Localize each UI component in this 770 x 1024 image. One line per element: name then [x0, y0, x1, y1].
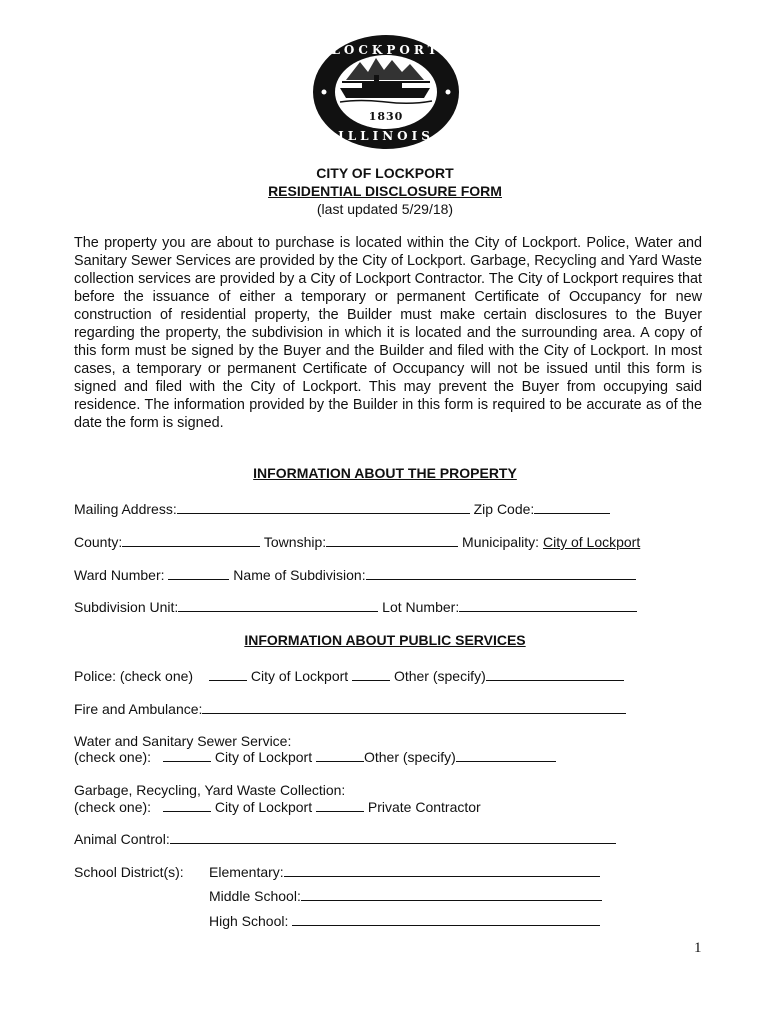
- water-label: Water and Sanitary Sewer Service:: [74, 733, 292, 749]
- county-field[interactable]: [122, 534, 260, 547]
- water-other-field[interactable]: [456, 749, 556, 762]
- animal-control-row: Animal Control:: [74, 831, 616, 847]
- animal-control-field[interactable]: [170, 831, 616, 844]
- garbage-private-checkbox[interactable]: [316, 799, 364, 812]
- water-row: (check one): City of Lockport Other (specify): [74, 749, 556, 765]
- high-school-row: High School:: [209, 913, 600, 929]
- township-field[interactable]: [326, 534, 458, 547]
- police-row: Police: (check one): [74, 668, 194, 684]
- svg-text:1830: 1830: [368, 110, 404, 123]
- garbage-city-checkbox[interactable]: [163, 799, 211, 812]
- fire-row: Fire and Ambulance:: [74, 701, 626, 717]
- middle-school-field[interactable]: [301, 888, 602, 901]
- lot-number-field[interactable]: [459, 599, 637, 612]
- elementary-row: Elementary:: [209, 864, 600, 880]
- ward-row: Ward Number: Name of Subdivision:: [74, 567, 636, 583]
- municipality-value: City of Lockport: [542, 534, 641, 550]
- elementary-field[interactable]: [284, 864, 600, 877]
- subdivision-name-field[interactable]: [366, 567, 636, 580]
- form-title: RESIDENTIAL DISCLOSURE FORM: [268, 183, 502, 199]
- intro-paragraph: The property you are about to purchase is located within the City of Lockport. Police, Water and Sanitary Sewer Services are provided by the City of Lockport. Garbage, Recycling and Yard Waste collection services are provided by a City of Lockport Contractor. The City of Lockport requires that before the issuance of either a temporary or permanent Certificate of Occupancy for new construction of residential property, the Builder must make certain disclosures to the Buyer regarding the property, the subdivision in which it is located and the surrounding area. A copy of this form must be signed by the Buyer and the Builder and filed with the City of Lockport. In most cases, a temporary or permanent Certificate of Occupancy will not be issued until this form is signed and filed with the City of Lockport. This may prevent the Buyer from occupying said residence. The information provided by the Builder in this form is required to be accurate as of the date the form is signed.: [74, 235, 702, 431]
- fire-ambulance-field[interactable]: [202, 701, 626, 714]
- mailing-address-row: Mailing Address: Zip Code:: [74, 501, 610, 517]
- property-section-heading: INFORMATION ABOUT THE PROPERTY: [253, 465, 517, 481]
- svg-text:ILLINOIS: ILLINOIS: [338, 129, 434, 143]
- garbage-label: Garbage, Recycling, Yard Waste Collection:: [74, 782, 346, 798]
- police-city-checkbox[interactable]: [209, 668, 247, 681]
- last-updated: (last updated 5/29/18): [316, 201, 454, 217]
- svg-text:LOCKPORT: LOCKPORT: [331, 43, 441, 57]
- water-other-checkbox[interactable]: [316, 749, 364, 762]
- city-name: CITY OF LOCKPORT: [316, 165, 454, 181]
- services-section-heading: INFORMATION ABOUT PUBLIC SERVICES: [244, 632, 526, 648]
- county-row: County: Township: Municipality: City of Lockport: [74, 534, 641, 550]
- mailing-address-field[interactable]: [177, 501, 470, 514]
- water-city-checkbox[interactable]: [163, 749, 211, 762]
- subdivision-unit-row: Subdivision Unit: Lot Number:: [74, 599, 637, 615]
- police-other-field[interactable]: [486, 668, 624, 681]
- police-other-checkbox[interactable]: [352, 668, 390, 681]
- high-school-field[interactable]: [292, 913, 600, 926]
- ward-number-field[interactable]: [168, 567, 229, 580]
- page-number: 1: [694, 940, 702, 956]
- city-seal-logo: [310, 32, 462, 152]
- police-options: City of Lockport Other (specify): [209, 668, 624, 684]
- subdivision-unit-field[interactable]: [178, 599, 378, 612]
- zip-code-field[interactable]: [534, 501, 610, 514]
- middle-school-row: Middle School:: [209, 888, 602, 904]
- school-districts-label: School District(s):: [74, 864, 184, 880]
- garbage-row: (check one): City of Lockport Private Contractor: [74, 799, 481, 815]
